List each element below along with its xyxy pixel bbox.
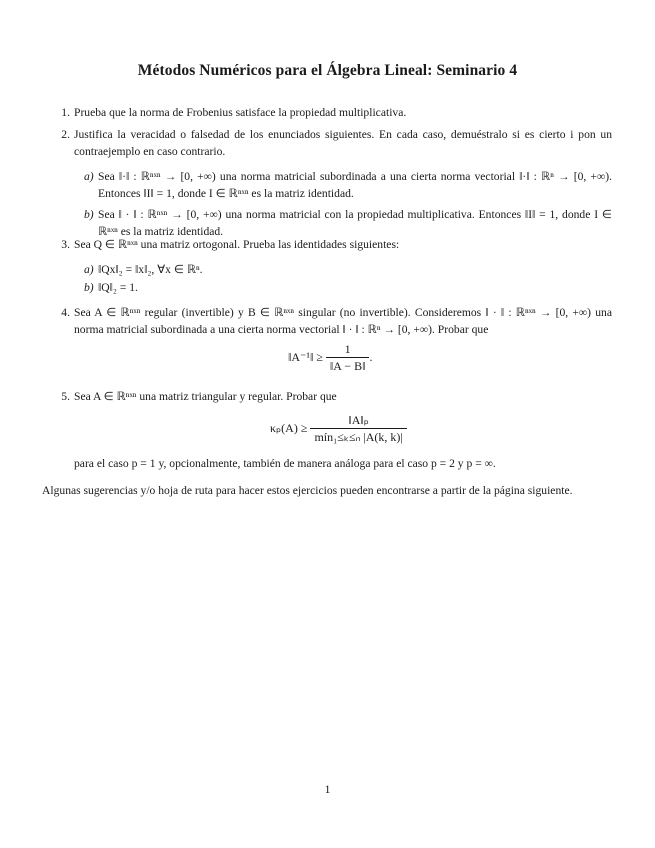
exercise-text: Justifica la veracidad o falsedad de los enunciados siguientes. En cada caso, demuéstralo si es cierto i pon un contraejemplo en caso contrario. [74, 128, 612, 158]
formula-fraction [326, 342, 373, 374]
exercise-text: Prueba que la norma de Frobenius satisface la propiedad multiplicativa. [74, 106, 407, 119]
subitem-text: ‖Qx‖₂ = ‖x‖₂, ∀x ∈ ℝⁿ. [98, 263, 203, 276]
exercise-2 [52, 126, 612, 240]
subitem-a [84, 261, 612, 278]
formula-tail: . [369, 349, 373, 364]
exercise-3 [52, 236, 612, 296]
subitem-b [84, 206, 612, 240]
subitem-label: b) [84, 281, 94, 294]
formula-lhs: ‖A⁻¹‖ ≥ [288, 349, 323, 364]
exercise-number: 3. [61, 238, 70, 251]
formula-lhs: κₚ(A) ≥ [270, 420, 308, 435]
formula-numerator: ‖A‖ₚ [348, 413, 369, 427]
exercise-1 [52, 104, 612, 121]
display-formula-5 [270, 413, 407, 445]
subitem-label: a) [84, 263, 94, 276]
formula-numerator: 1 [344, 342, 351, 356]
subitem-text: Sea ‖ · ‖ : ℝⁿˣⁿ → [0, +∞) una norma matricial con la propiedad multiplicativa. Entonces ‖I‖ = 1, donde I ∈ ℝⁿˣⁿ es la matriz identidad. [98, 208, 612, 238]
exercise-5 [52, 388, 612, 405]
subitem-label: a) [84, 170, 94, 183]
hints-note: Algunas sugerencias y/o hoja de ruta para hacer estos ejercicios pueden encontrarse a partir de la página siguiente. [42, 484, 573, 497]
exercise-number: 4. [61, 306, 70, 319]
exercise-text: Sea A ∈ ℝⁿˣⁿ regular (invertible) y B ∈ ℝⁿˣⁿ singular (no invertible). Consideremos ‖ · ‖ : ℝⁿˣⁿ → [0, +∞) una norma matricial subordinada a una cierta norma vectorial ‖ · ‖ : ℝⁿ → [0, +∞). Probar que [74, 306, 612, 336]
subitem-label: b) [84, 208, 94, 221]
exercise-text: Sea Q ∈ ℝⁿˣⁿ una matriz ortogonal. Prueba las identidades siguientes: [74, 238, 400, 251]
page-title: Métodos Numéricos para el Álgebra Lineal: Seminario 4 [137, 62, 518, 79]
exercise-number: 1. [61, 106, 70, 119]
exercise-number: 2. [61, 128, 70, 141]
exercise-text: para el caso p = 1 y, opcionalmente, también de manera análoga para el caso p = 2 y p = ∞. [74, 457, 496, 470]
exercise-text: Sea A ∈ ℝⁿˣⁿ una matriz triangular y regular. Probar que [74, 390, 337, 403]
subitem-b [84, 279, 612, 296]
formula-fraction [310, 413, 406, 445]
subitem-text: Sea ‖·‖ : ℝⁿˣⁿ → [0, +∞) una norma matricial subordinada a una cierta norma vectorial ‖·‖ : ℝⁿ → [0, +∞). Entonces ‖I‖ = 1, donde I ∈ ℝⁿˣⁿ es la matriz identidad. [98, 170, 612, 200]
formula-denominator: ‖A − B‖ [326, 357, 370, 374]
page-number: 1 [324, 782, 331, 796]
exercise-number: 5. [61, 390, 70, 403]
formula-denominator: mín₁≤ₖ≤ₙ |A(k, k)| [310, 428, 406, 445]
subitem-a [84, 168, 612, 202]
exercise-4 [52, 304, 612, 338]
subitem-text: ‖Q‖₂ = 1. [98, 281, 138, 294]
exercise-5-continuation [52, 455, 612, 472]
display-formula-4 [288, 342, 372, 374]
